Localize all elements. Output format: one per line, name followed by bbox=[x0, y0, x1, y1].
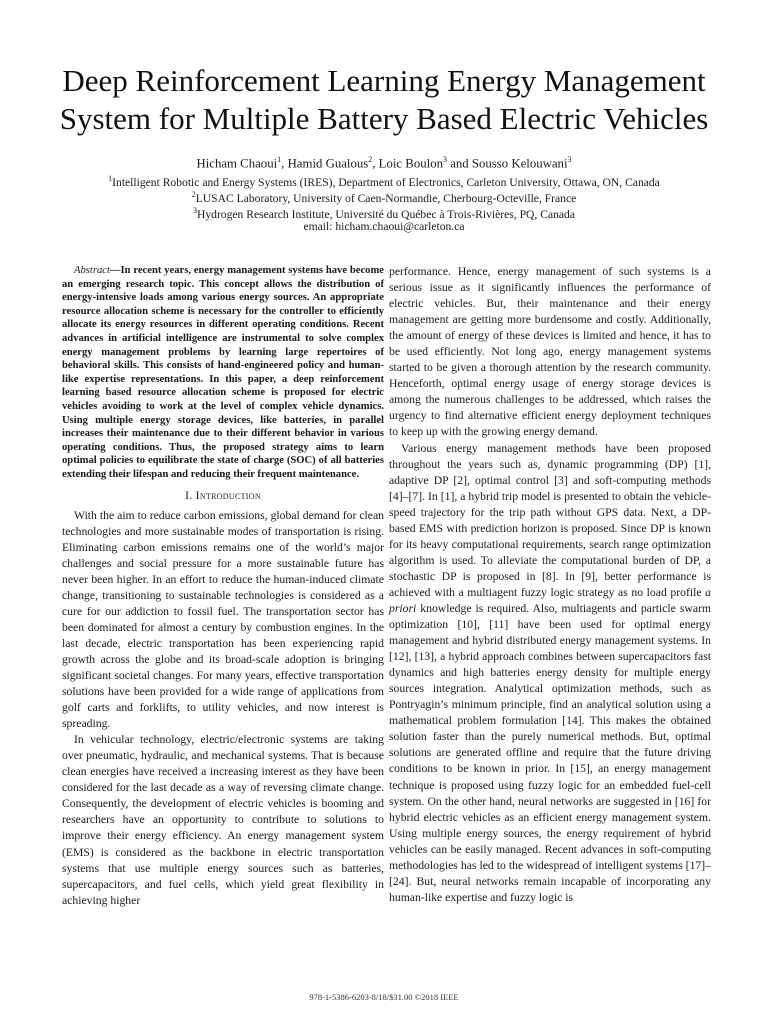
abstract-text: —In recent years, energy management systems have become an emerging research topic. This concept allows the distribution of energy-intensive loads among various energy sources. An appropriate resource allocation scheme is necessary for the controller to efficiently allocate its energy resources in different operating conditions. Recent advances in artificial intelligence are instrumental to solve complex energy management problems by learning large repertoires of behavioral skills. This consists of hand-engineered policy and human-like expertise representations. In this paper, a deep reinforcement learning based resource allocation scheme is proposed for electric vehicles avoiding to work at the level of complex vehicle dynamics. Using multiple energy storage devices, like batteries, in parallel increases their maintenance due to their different behavior in various operating conditions. Thus, the proposed strategy aims to learn optimal policies to equilibrate the state of charge (SOC) of all batteries extending their lifespan and reducing their frequent maintenance. bbox=[62, 265, 384, 480]
body-paragraph bbox=[389, 441, 711, 906]
section-title: Introduction bbox=[195, 488, 261, 502]
affiliation-text: Hydrogen Research Institute, Université du Québec à Trois-Rivières, PQ, Canada bbox=[196, 207, 575, 221]
paragraph-text: knowledge is required. Also, multiagents and particle swarm optimization [10], [11] have been used for optimal energy management and hybrid distributed energy management systems. In [12], [13], a hybrid approach combines between supercapacitors fast dynamics and high batteries energy density for multiple energy sources integration. Analytical optimization methods, such as Pontryagin’s minimum principle, find an analytical solution using a mathematical problem formulation [14]. This makes the obtained solution faster than the purely numerical methods. But, optimal solutions are generated offline and require that the future driving conditions to be known in prior. In [15], an energy management technique is proposed using fuzzy logic for an embedded fuel-cell system. On the other hand, neural networks are suggested in [16] for hybrid electric vehicles as an efficient energy management system. Using multiple energy sources, the energy requirement of hybrid vehicles can be easily managed. Recent advances in soft-computing methodologies has led to the widespread of intelligent systems [17]–[24]. But, neural networks remain incapable of incorporating any human-like expertise and fuzzy logic is bbox=[389, 601, 711, 904]
author-separator: , bbox=[372, 156, 379, 171]
paper-title bbox=[0, 62, 768, 138]
emphasis-text: a priori bbox=[389, 585, 711, 615]
section-heading-introduction bbox=[62, 488, 384, 504]
section-number: I. bbox=[185, 488, 196, 502]
author-list bbox=[0, 151, 768, 172]
author-name: Loic Boulon bbox=[378, 156, 443, 171]
body-paragraph: performance. Hence, energy management of such systems is a serious issue as it significantly influences the performance of electric vehicles. But, their maintenance and their energy management are getting more burdensome and costly. Additionally, the amount of energy of these devices is limited and hence, it has to be used efficiently. Not long ago, energy management systems started to be given a thorough attention by the research community. Henceforth, optimal energy usage of energy storage devices is among the numerous challenges to be addressed, which raises the urgency to find alternative efficient energy deployment techniques to keep up with the growing energy demand. bbox=[389, 265, 711, 439]
author-separator: and bbox=[447, 156, 472, 171]
title-line-2: System for Multiple Battery Based Electric Vehicles bbox=[59, 101, 709, 136]
author-affiliation-mark: 3 bbox=[443, 155, 447, 164]
author-name: Hamid Gualous bbox=[287, 156, 369, 171]
title-line-1: Deep Reinforcement Learning Energy Management bbox=[62, 63, 706, 98]
author-separator: , bbox=[281, 156, 288, 171]
author-affiliation-mark: 3 bbox=[567, 155, 572, 164]
copyright-footer: 978-1-5386-6203-8/18/$31.00 ©2018 IEEE bbox=[309, 992, 459, 1002]
affiliation-mark: 3 bbox=[192, 206, 197, 215]
abstract bbox=[62, 264, 384, 482]
affiliation-mark: 1 bbox=[108, 174, 113, 183]
email-line: email: hicham.chaoui@carleton.ca bbox=[303, 220, 465, 233]
affiliation-text: Intelligent Robotic and Energy Systems (IRES), Department of Electronics, Carleton University, Ottawa, ON, Canada bbox=[112, 175, 660, 189]
paragraph-text: Various energy management methods have been proposed throughout the years such as, dynamic programming (DP) [1], adaptive DP [2], optimal control [3] and soft-computing methods [4]–[7]. In [1], a hybrid trip model is presented to obtain the vehicle-speed trajectory for the trip path without GPS data. Next, a DP-based EMS with prediction horizon is proposed. Since DP is known for its heavy computational requirements, search range optimization algorithm is used. To alleviate the computational burden of DP, a stochastic DP is proposed in [8]. In [9], better performance is achieved with a multiagent fuzzy logic strategy as no load profile bbox=[389, 441, 711, 599]
body-paragraph: In vehicular technology, electric/electronic systems are taking over pneumatic, hydraulic, and mechanical systems. That is because clean energies have received a increasing interest as they have been considered for the last decade as a way of reversing climate change. Consequently, the development of electric vehicles is booming and researchers have an opportunity to contribute to solutions to improve their energy efficiency. An energy management system (EMS) is considered as the backbone in electric transportation systems that use multiple energy sources such as batteries, supercapacitors, and fuel cells, which yield great flexibility in achieving higher bbox=[62, 733, 384, 907]
author-name: Hicham Chaoui bbox=[196, 156, 278, 171]
right-column bbox=[389, 264, 711, 906]
abstract-label: Abstract bbox=[74, 265, 110, 276]
affiliation-mark: 2 bbox=[191, 190, 196, 199]
affiliation-text: LUSAC Laboratory, University of Caen-Normandie, Cherbourg-Octeville, France bbox=[195, 191, 577, 205]
author-name: Sousso Kelouwani bbox=[471, 156, 568, 171]
author-affiliation-mark: 2 bbox=[368, 155, 373, 164]
left-column bbox=[62, 264, 384, 909]
author-affiliation-mark: 1 bbox=[277, 155, 282, 164]
body-paragraph: With the aim to reduce carbon emissions, global demand for clean technologies and more sustainable modes of transportation is rising. Eliminating carbon emissions remains one of the world’s major challenges and social pressure for a more sustainable future has never been higher. In an effort to reduce the human-induced climate change, transitioning to sustainable technologies is considered as a cure for our addiction to fossil fuel. The transportation sector has been dominated for almost a century by combustion engines. In the last decade, electric transportation has been experiencing rapid growth across the globe and its broad-scale adoption is bringing significant societal changes. For many years, effective transportation solutions have been provided for a wide range of applications from golf carts and forklifts, to utility vehicles, and now interest is spreading. bbox=[62, 508, 384, 731]
